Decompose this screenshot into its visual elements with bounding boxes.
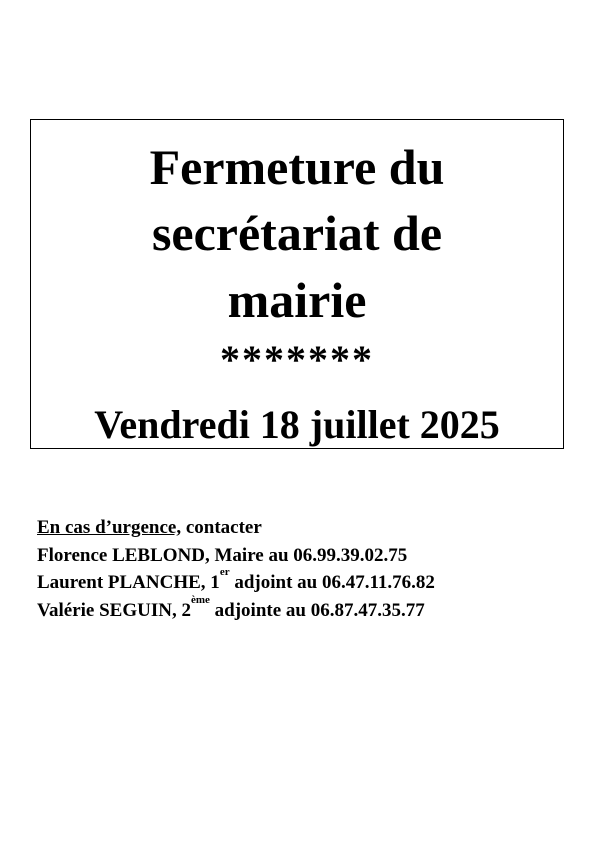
emergency-contacts bbox=[37, 514, 435, 624]
contact-second-deputy-phone: adjointe au 06.87.47.35.77 bbox=[209, 599, 425, 621]
contact-first-deputy-name: Laurent PLANCHE, 1 bbox=[37, 572, 220, 593]
ordinal-suffix: er bbox=[219, 566, 230, 578]
contact-second-deputy-name: Valérie SEGUIN, 2 bbox=[37, 599, 191, 621]
urgency-instruction: contacter bbox=[185, 517, 262, 538]
closure-date: Vendredi 18 juillet 2025 bbox=[94, 402, 500, 447]
asterisk-separator: ******* bbox=[220, 337, 374, 382]
contact-mayor bbox=[37, 542, 435, 570]
notice-title-line-3: mairie bbox=[227, 272, 367, 328]
contact-first-deputy bbox=[37, 566, 435, 597]
notice-title-line-1: Fermeture du bbox=[149, 139, 445, 195]
contact-mayor-text: Florence LEBLOND, Maire au 06.99.39.02.75 bbox=[37, 544, 408, 566]
notice-title-line-2: secrétariat de bbox=[151, 205, 443, 261]
urgency-heading bbox=[37, 514, 435, 542]
urgency-label: En cas d’urgence, bbox=[37, 517, 182, 538]
closure-notice-box bbox=[30, 119, 564, 449]
contact-first-deputy-phone: adjoint au 06.47.11.76.82 bbox=[229, 572, 435, 593]
ordinal-suffix: ème bbox=[190, 593, 210, 606]
contact-second-deputy bbox=[37, 593, 435, 625]
